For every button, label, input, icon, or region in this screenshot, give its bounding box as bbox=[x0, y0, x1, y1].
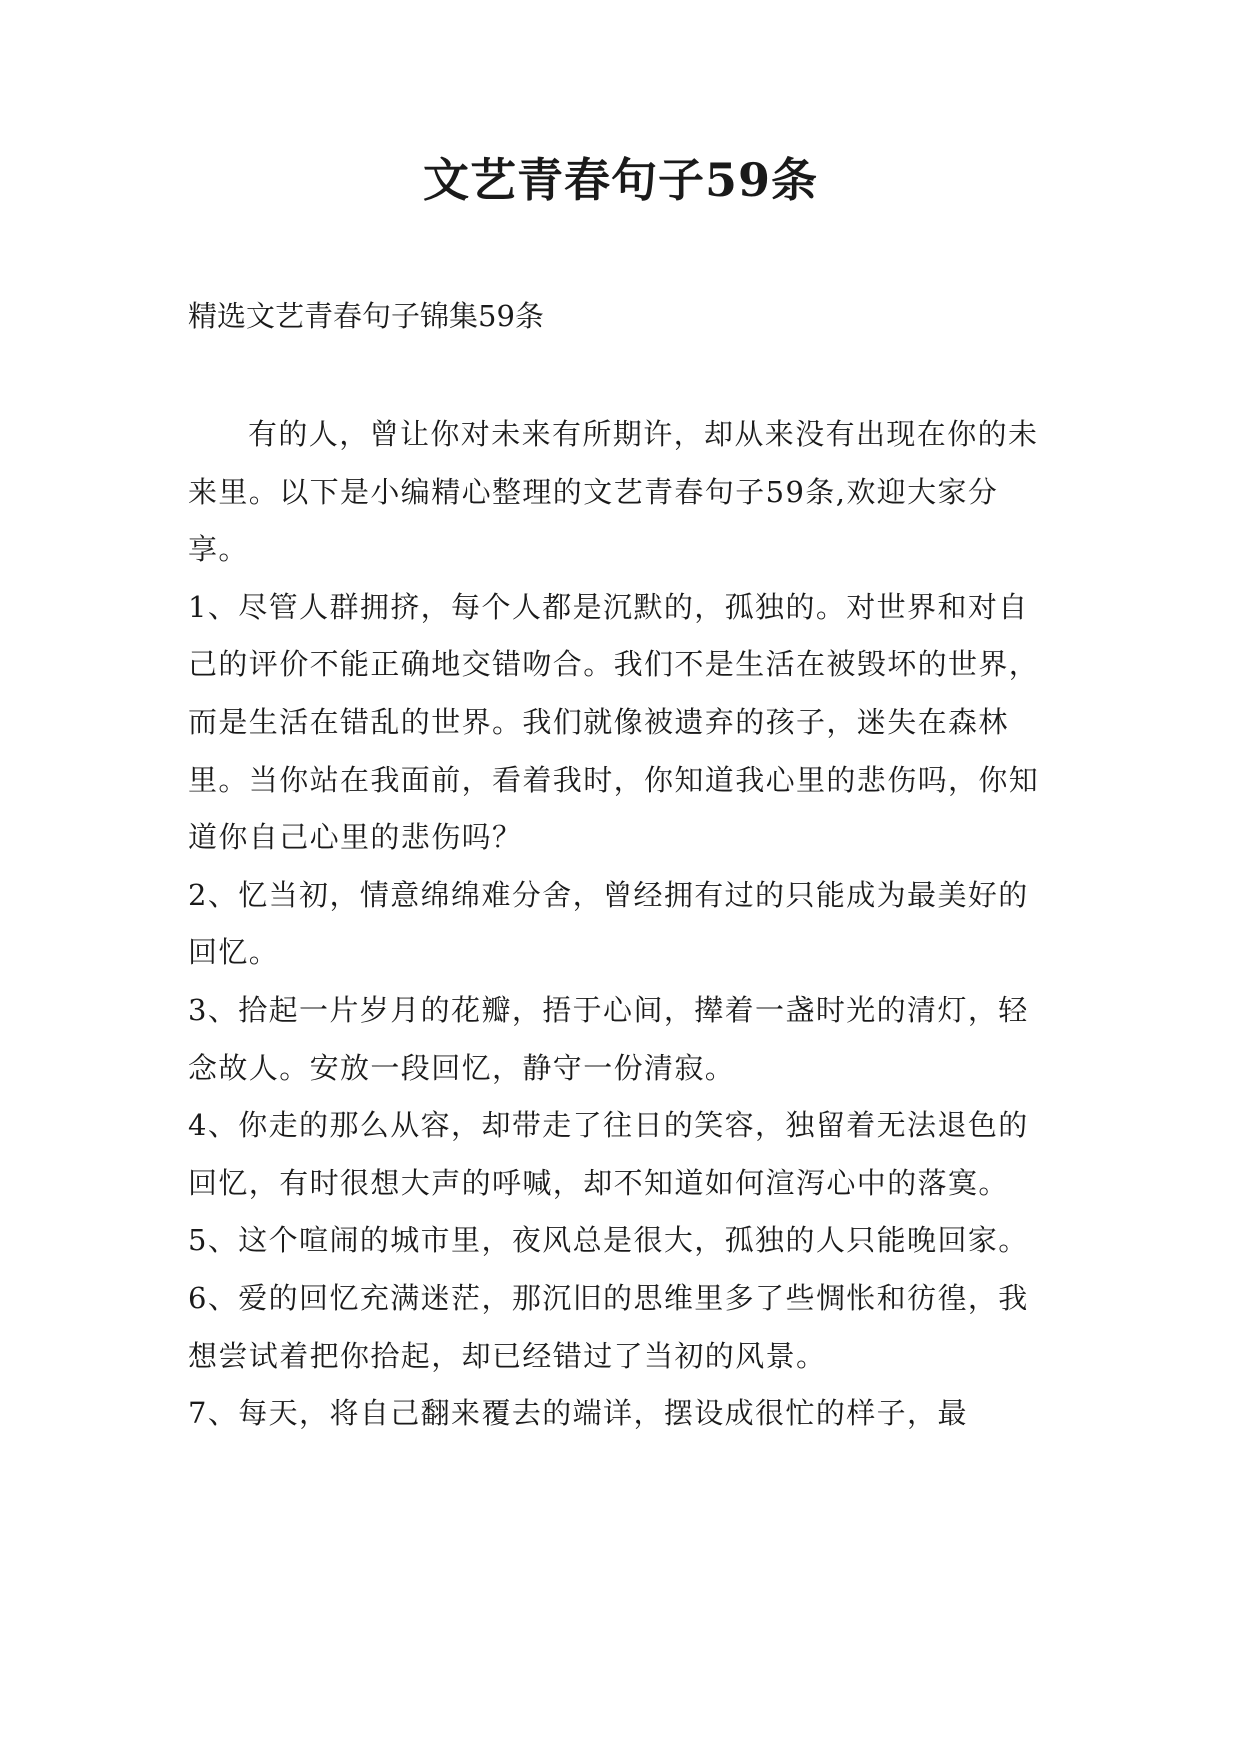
list-item: 5、这个喧闹的城市里，夜风总是很大，孤独的人只能晚回家。 bbox=[188, 1223, 1029, 1258]
list-item: 4、你走的那么从容，却带走了往日的笑容，独留着无法退色的回忆，有时很想大声的呼喊，却不知道如何渲泻心中的落寞。 bbox=[188, 1108, 1029, 1200]
list-item: 1、尽管人群拥挤，每个人都是沉默的，孤独的。对世界和对自己的评价不能正确地交错吻合。我们不是生活在被毁坏的世界，而是生活在错乱的世界。我们就像被遗弃的孩子，迷失在森林里。当你站在我面前，看着我时，你知道我心里的悲伤吗，你知道你自己心里的悲伤吗？ bbox=[188, 589, 1040, 855]
document-title: 文艺青春句子59条 bbox=[422, 153, 818, 207]
list-item: 7、每天，将自己翻来覆去的端详，摆设成很忙的样子，最 bbox=[188, 1396, 968, 1431]
list-item: 3、拾起一片岁月的花瓣，捂于心间，撵着一盏时光的清灯，轻念故人。安放一段回忆，静守一份清寂。 bbox=[188, 992, 1029, 1085]
list-item: 6、爱的回忆充满迷茫，那沉旧的思维里多了些惆怅和彷徨，我想尝试着把你拾起，却已经错过了当初的风景。 bbox=[188, 1280, 1029, 1373]
intro-paragraph: 有的人，曾让你对未来有所期许，却从来没有出现在你的未来里。以下是小编精心整理的文艺青春句子59条,欢迎大家分享。 bbox=[188, 417, 1039, 567]
document-body bbox=[188, 406, 1056, 1443]
document-subtitle: 精选文艺青春句子锦集59条 bbox=[188, 299, 544, 333]
list-item: 2、忆当初，情意绵绵难分舍，曾经拥有过的只能成为最美好的回忆。 bbox=[188, 877, 1029, 970]
